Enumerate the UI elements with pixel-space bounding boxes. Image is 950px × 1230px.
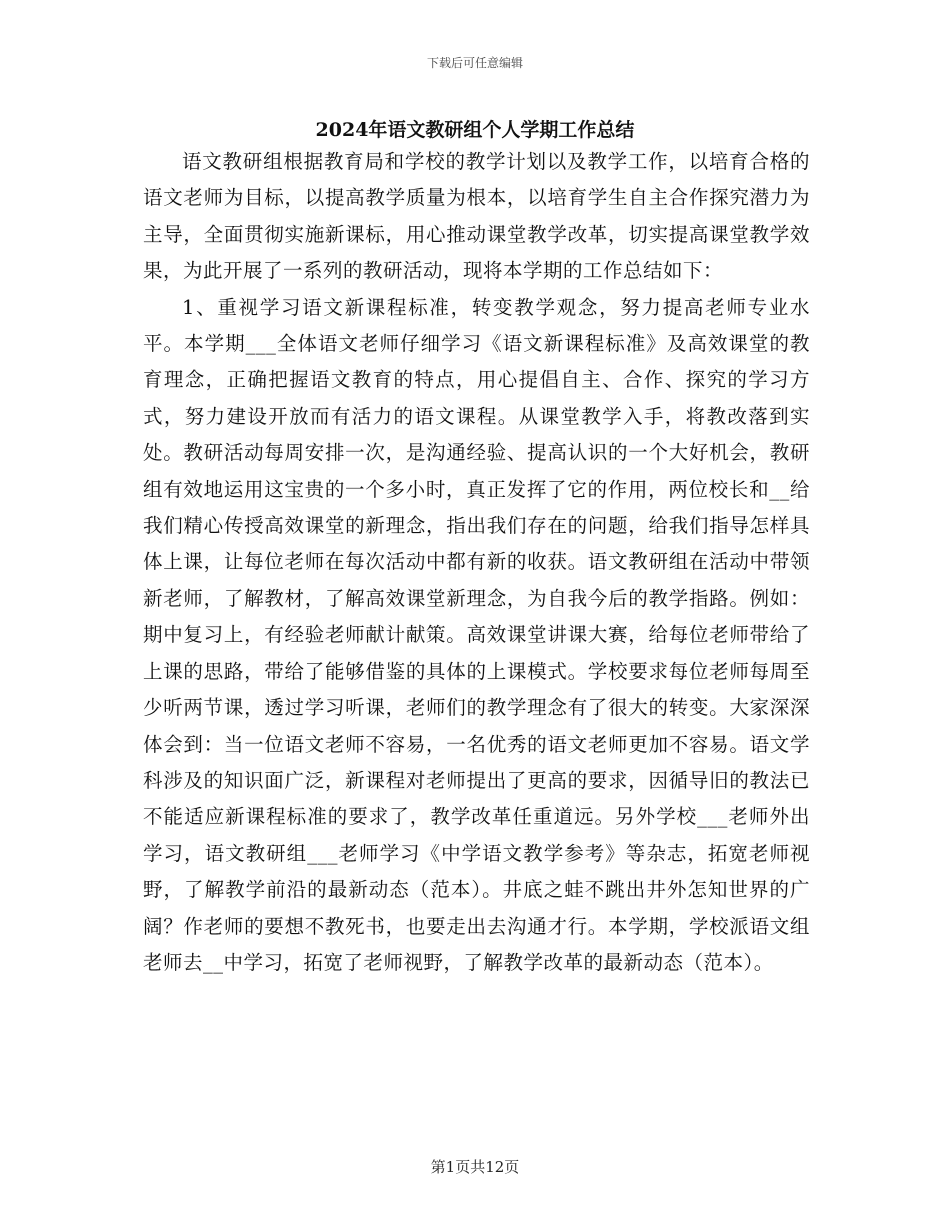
section-1-paragraph: 1、重视学习语文新课程标准，转变教学观念，努力提高老师专业水平。本学期___全体语文老师仔细学习《语文新课程标准》及高效课堂的教育理念，正确把握语文教育的特点，用心提倡自主、合作、探究的学习方式，努力建设开放而有活力的语文课程。从课堂教学入手，将教改落到实处。教研活动每周安排一次，是沟通经验、提高认识的一个大好机会，教研组有效地运用这宝贵的一个多小时，真正发挥了它的作用，两位校长和__给我们精心传授高效课堂的新理念，指出我们存在的问题，给我们指导怎样具体上课，让每位老师在每次活动中都有新的收获。语文教研组在活动中带领新老师，了解教材，了解高效课堂新理念，为自我今后的教学指路。例如：期中复习上，有经验老师献计献策。高效课堂讲课大赛，给每位老师带给了上课的思路，带给了能够借鉴的具体的上课模式。学校要求每位老师每周至少听两节课，透过学习听课，老师们的教学理念有了很大的转变。大家深深体会到：当一位语文老师不容易，一名优秀的语文老师更加不容易。语文学科涉及的知识面广泛，新课程对老师提出了更高的要求，因循导旧的教法已不能适应新课程标准的要求了，教学改革任重道远。另外学校___老师外出学习，语文教研组___老师学习《中学语文教学参考》等杂志，拓宽老师视野，了解教学前沿的最新动态（范本）。井底之蛙不跳出井外怎知世界的广阔？作老师的要想不教死书，也要走出去沟通才行。本学期，学校派语文组老师去__中学习，拓宽了老师视野，了解教学改革的最新动态（范本）。 bbox=[143, 295, 810, 974]
intro-paragraph: 语文教研组根据教育局和学校的教学计划以及教学工作，以培育合格的语文老师为目标，以提高教学质量为根本，以培育学生自主合作探究潜力为主导，全面贯彻实施新课标，用心推动课堂教学改革，切实提高课堂教学效果，为此开展了一系列的教研活动，现将本学期的工作总结如下： bbox=[143, 150, 810, 283]
document-title: 2024年语文教研组个人学期工作总结 bbox=[315, 119, 635, 141]
page-number: 第1页共12页 bbox=[430, 1158, 520, 1176]
header-note: 下载后可任意编辑 bbox=[426, 56, 523, 70]
document-body bbox=[143, 144, 810, 981]
